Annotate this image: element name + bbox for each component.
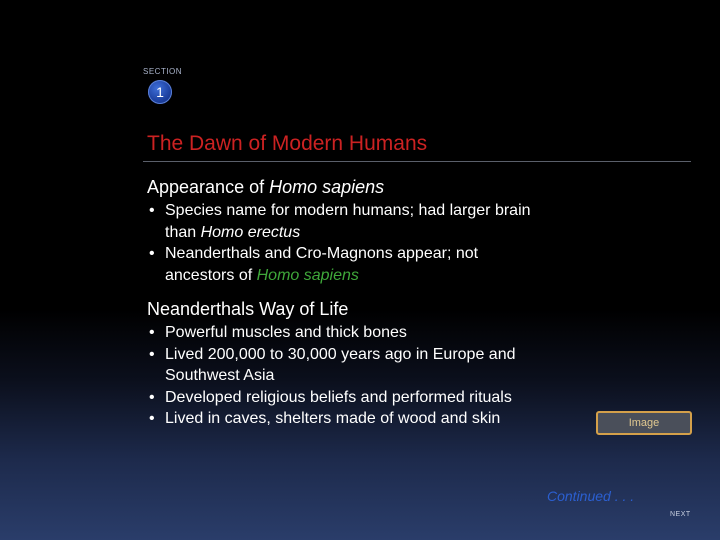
image-button[interactable]: Image <box>596 411 692 435</box>
block2-heading: Neanderthals Way of Life <box>147 299 349 319</box>
next-link[interactable]: NEXT <box>670 511 691 518</box>
list-item <box>147 243 547 286</box>
bullet-text: Species name for modern humans; had larger brain than <box>165 202 531 241</box>
list-item: • Lived 200,000 to 30,000 years ago in Europe and Southwest Asia <box>147 344 572 387</box>
list-item: • Lived in caves, shelters made of wood and skin <box>147 408 572 430</box>
list-item <box>147 200 547 243</box>
bullet-text: Neanderthals and Cro-Magnons appear; not ancestors of <box>165 245 479 284</box>
section-number-badge: 1 <box>148 80 172 104</box>
title-divider <box>143 161 691 162</box>
continued-link[interactable]: Continued . . . <box>547 488 635 504</box>
page-title: The Dawn of Modern Humans <box>147 132 428 155</box>
block2-bullet-list <box>147 322 572 430</box>
block1-heading-text: Appearance of <box>147 177 270 197</box>
block1-bullet-list <box>147 200 547 286</box>
list-item: • Powerful muscles and thick bones <box>147 322 572 344</box>
section-label: SECTION <box>143 67 183 76</box>
bullet-italic: Homo erectus <box>200 223 301 241</box>
list-item: • Developed religious beliefs and performed rituals <box>147 387 572 409</box>
block1-heading <box>147 177 384 198</box>
block1-heading-italic: Homo sapiens <box>269 177 385 197</box>
bullet-green-italic: Homo sapiens <box>256 266 359 284</box>
